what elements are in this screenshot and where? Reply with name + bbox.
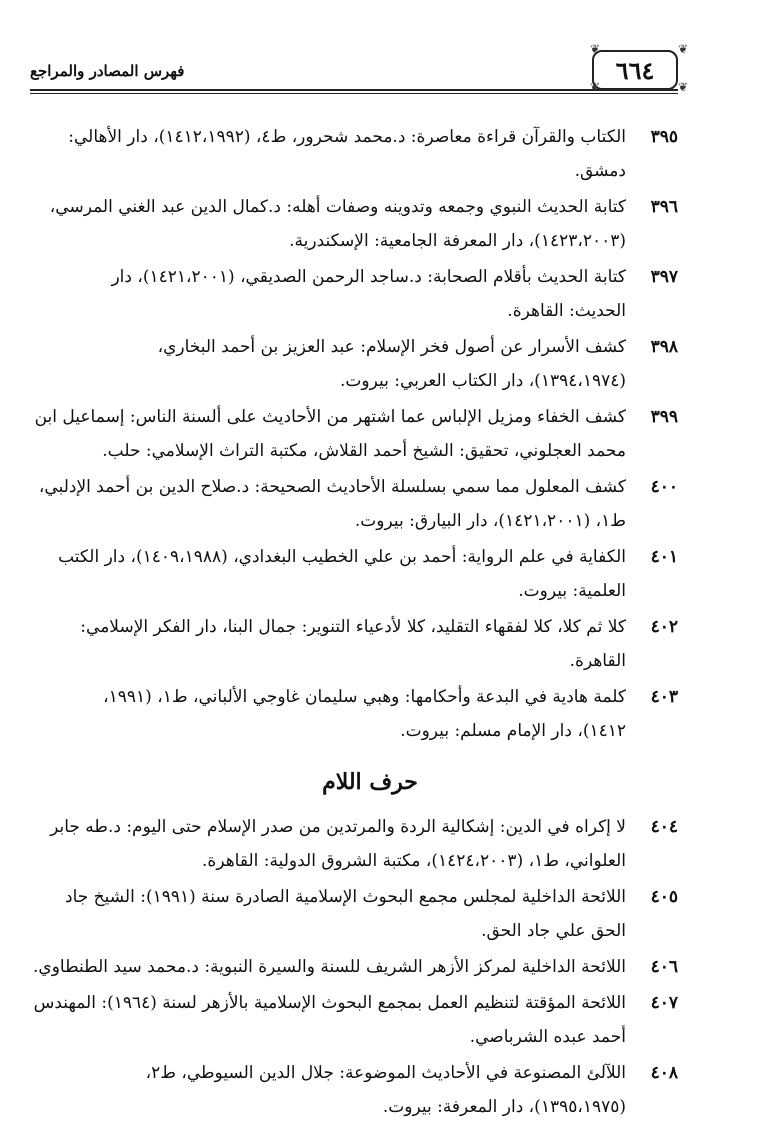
bibliography-entry (62, 1056, 678, 1124)
entry-line: محمد العجلوني، تحقيق: الشيخ أحمد القلاش، مكتبة التراث الإسلامي: حلب. (102, 441, 626, 461)
entry-line: القاهرة. (569, 651, 626, 671)
entry-number: ٤٠٣ (650, 687, 678, 707)
entry-number: ٣٩٦ (650, 197, 678, 217)
entry-line: (١٣٩٤،١٩٧٤)، دار الكتاب العربي: بيروت. (340, 371, 626, 391)
bibliography-entry (38, 470, 678, 538)
entry-line: كتابة الحديث النبوي وجمعه وتدوينه وصفات أهله: د.كمال الدين عبد الغني المرسي، (49, 197, 626, 217)
entry-text (62, 1056, 626, 1124)
entries-before (34, 120, 678, 748)
entry-line: الكتاب والقرآن قراءة معاصرة: د.محمد شحرور، ط٤، (١٤١٢،١٩٩٢)، دار الأهالي: (68, 127, 626, 147)
entry-number: ٣٩٩ (650, 407, 678, 427)
frame-ornament-icon: ❦ (677, 80, 688, 94)
entry-line: (١٤٢٣،٢٠٠٣)، دار المعرفة الجامعية: الإسكندرية. (289, 231, 626, 251)
entry-text (62, 120, 626, 188)
entry-text (33, 950, 626, 984)
header-rule (30, 89, 678, 91)
entry-text (33, 986, 626, 1054)
bibliography-entry (62, 330, 678, 398)
entry-number: ٣٩٨ (650, 337, 678, 357)
bibliography-entry (33, 986, 678, 1054)
bibliography-entry (62, 120, 678, 188)
entry-number: ٣٩٥ (650, 127, 678, 147)
entry-line: (١٣٩٥،١٩٧٥)، دار المعرفة: بيروت. (382, 1097, 626, 1117)
page-header (30, 42, 688, 96)
entry-text (62, 880, 626, 948)
frame-ornament-icon: ❦ (589, 80, 600, 94)
page-number: ٦٦٤ (615, 55, 655, 85)
bibliography-entry (62, 610, 678, 678)
entry-line: كلا ثم كلا، كلا لفقهاء التقليد، كلا لأدعياء التنوير: جمال البنا، دار الفكر الإسلامي: (80, 617, 626, 637)
entry-number: ٤٠٥ (650, 887, 678, 907)
frame-ornament-icon: ❦ (589, 42, 600, 56)
running-title: فهرس المصادر والمراجع (30, 62, 185, 80)
entry-line: الحديث: القاهرة. (507, 301, 626, 321)
entry-text (58, 540, 626, 608)
entry-line: اللائحة الداخلية لمجلس مجمع البحوث الإسلامية الصادرة سنة (١٩٩١): الشيخ جاد (65, 887, 626, 907)
entry-line: ١٤١٢)، دار الإمام مسلم: بيروت. (400, 721, 626, 741)
entry-text (62, 260, 626, 328)
bibliography-entry (33, 950, 678, 984)
entry-line: كشف الخفاء ومزيل الإلباس عما اشتهر من الأحاديث على ألسنة الناس: إسماعيل ابن (34, 407, 626, 427)
entry-number: ٤٠٧ (650, 993, 678, 1013)
bibliography-entry (58, 540, 678, 608)
entry-line: العلواني، ط١، (١٤٢٤،٢٠٠٣)، مكتبة الشروق الدولية: القاهرة. (202, 851, 626, 871)
entry-text (62, 330, 626, 398)
entry-text (62, 610, 626, 678)
entry-line: كشف المعلول مما سمي بسلسلة الأحاديث الصحيحة: د.صلاح الدين بن أحمد الإدلبي، (38, 477, 626, 497)
entry-line: لا إكراه في الدين: إشكالية الردة والمرتدين من صدر الإسلام حتى اليوم: د.طه جابر (50, 817, 626, 837)
bibliography-entry (62, 260, 678, 328)
page-number-frame (592, 50, 678, 90)
entry-line: كتابة الحديث بأقلام الصحابة: د.ساجد الرحمن الصديقي، (١٤٢١،٢٠٠١)، دار (111, 267, 626, 287)
entry-line: الحق علي جاد الحق. (481, 921, 626, 941)
bibliography-entry (34, 400, 678, 468)
entry-line: كلمة هادية في البدعة وأحكامها: وهبي سليمان غاوجي الألباني، ط١، (١٩٩١، (103, 687, 626, 707)
entry-number: ٤٠١ (650, 547, 678, 567)
bibliography-entry (50, 810, 678, 878)
entry-text (62, 680, 626, 748)
entry-text (34, 400, 626, 468)
frame-ornament-icon: ❦ (677, 42, 688, 56)
bibliography-list (33, 120, 678, 1126)
entry-line: اللآلئ المصنوعة في الأحاديث الموضوعة: جلال الدين السيوطي، ط٢، (145, 1063, 626, 1083)
entry-line: أحمد عبده الشرباصي. (469, 1027, 626, 1047)
entry-line: اللائحة الداخلية لمركز الأزهر الشريف للسنة والسيرة النبوية: د.محمد سيد الطنطاوي. (33, 957, 626, 977)
entry-line: دمشق. (574, 161, 626, 181)
entry-number: ٤٠٦ (650, 957, 678, 977)
entry-number: ٤٠٤ (650, 817, 678, 837)
bibliography-entry (62, 680, 678, 748)
entry-number: ٣٩٧ (650, 267, 678, 287)
bibliography-entry (62, 880, 678, 948)
bibliography-entry (49, 190, 678, 258)
header-rule-thin (30, 93, 678, 94)
entry-line: ط١، (١٤٢١،٢٠٠١)، دار البيارق: بيروت. (354, 511, 626, 531)
entry-text (38, 470, 626, 538)
entry-number: ٤٠٢ (650, 617, 678, 637)
entry-text (50, 810, 626, 878)
entry-line: كشف الأسرار عن أصول فخر الإسلام: عبد العزيز بن أحمد البخاري، (157, 337, 626, 357)
entry-line: العلمية: بيروت. (518, 581, 626, 601)
entry-line: اللائحة المؤقتة لتنظيم العمل بمجمع البحوث الإسلامية بالأزهر لسنة (١٩٦٤): المهندس (33, 993, 626, 1013)
entry-number: ٤٠٠ (650, 477, 678, 497)
entries-after (33, 810, 678, 1124)
section-heading: حرف اللام (322, 769, 418, 795)
entry-text (49, 190, 626, 258)
entry-number: ٤٠٨ (650, 1063, 678, 1083)
entry-line: الكفاية في علم الرواية: أحمد بن علي الخطيب البغدادي، (١٤٠٩،١٩٨٨)، دار الكتب (58, 547, 626, 567)
